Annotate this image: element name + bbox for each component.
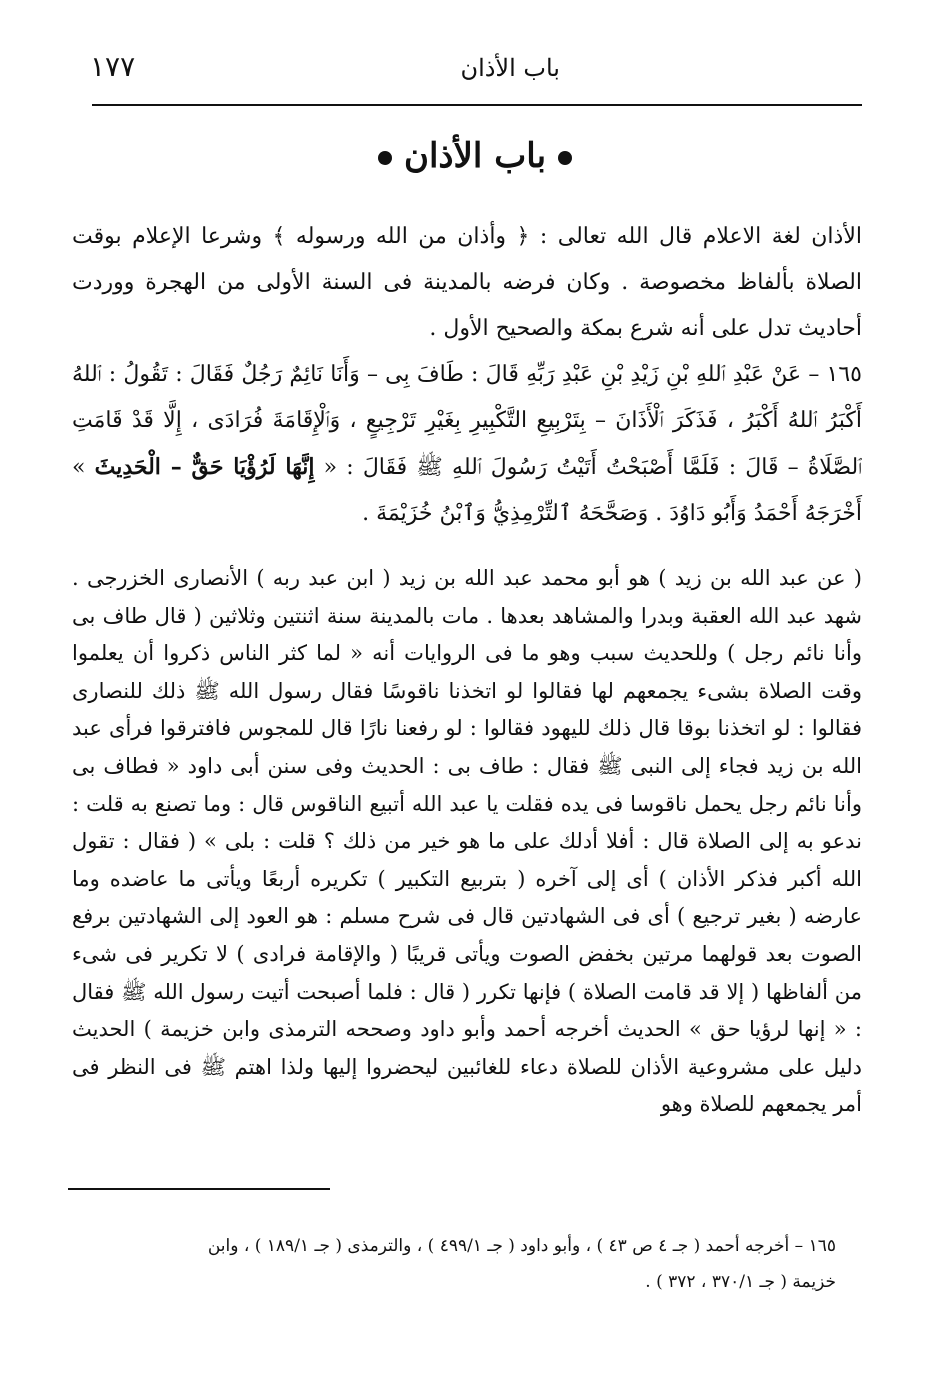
running-head <box>90 50 860 90</box>
chapter-title: باب الأذان <box>403 136 547 176</box>
hadith-text: ١٦٥ – عَنْ عَبْدِ ٱللهِ بْنِ زَيْدِ بْنِ عَبْدِ رَبِّهِ قَالَ : طَافَ بِى – وَأَنَا نَائِمٌ رَجُلٌ فَقَالَ : تَقُولُ : ٱللهُ أَكْبَرُ ٱللهُ أَكْبَرُ ، فَذَكَرَ ٱلْأَذَانَ – بِتَرْبِيعِ التَّكْبِيرِ بِغَيْرِ تَرْجِيعٍ ، وَٱلْإِقَامَةَ فُرَادَى ، إِلَّا قَدْ قَامَتِ ٱلصَّلَاةُ – قَالَ : فَلَمَّا أَصْبَحْتُ أَتَيْتُ رَسُولَ ٱللهِ ﷺ فَقَالَ : « <box>72 362 862 480</box>
hadith-attribution: » أَخْرَجَهُ أَحْمَدُ وَأَبُو دَاوُدَ . وَصَحَّحَهُ ٱلتِّرْمِذِيُّ وَٱبْنُ خُزَيْمَةَ . <box>72 455 862 526</box>
header-rule <box>92 104 862 106</box>
bullet-icon <box>558 151 572 165</box>
running-title: باب الأذان <box>460 54 560 82</box>
commentary-paragraph: ( عن عبد الله بن زيد ) هو أبو محمد عبد الله بن زيد ( ابن عبد ربه ) الأنصارى الخزرجى . شهد عبد الله العقبة وبدرا والمشاهد بعدها . مات بالمدينة سنة اثنتين وثلاثين ( قال طاف بى وأنا نائم رجل ) وللحديث سبب وهو ما فى الروايات أنه « لما كثر الناس ذكروا أن يعلموا وقت الصلاة بشىء يجمعهم لها فقالوا لو اتخذنا ناقوسًا فقال رسول الله ﷺ ذلك للنصارى فقالوا : لو اتخذنا بوقا قال ذلك لليهود فقالوا : لو رفعنا نارًا قال للمجوس فافترقوا فرأى عبد الله بن زيد فجاء إلى النبى ﷺ فقال : طاف بى : الحديث وفى سنن أبى داود « فطاف بى وأنا نائم رجل يحمل ناقوسا فى يده فقلت يا عبد الله أتبيع الناقوس قال : وما تصنع به قلت : ندعو به إلى الصلاة قال : أفلا أدلك على ما هو خير من ذلك ؟ قلت : بلى » ( فقال : تقول الله أكبر فذكر الأذان ) أى إلى آخره ( بتربيع التكبير ) تكريره أربعًا ويأتى ما عاضده وما عارضه ( بغير ترجيع ) أى فى الشهادتين قال فى شرح مسلم : هو العود إلى الشهادتين برفع الصوت بعد قولهما مرتين بخفض الصوت ويأتى قريبًا ( والإقامة فرادى ) لا تكرير فى شىء من ألفاظها ( إلا قد قامت الصلاة ) فإنها تكرر ( قال : فلما أصبحت أتيت رسول الله ﷺ فقال : « إنها لرؤيا حق » الحديث أخرجه أحمد وأبو داود وصححه الترمذى وابن خزيمة ) الحديث دليل على مشروعية الأذان للصلاة دعاء للغائبين ليحضروا إليها ولذا اهتم ﷺ فى النظر فى أمر يجمعهم للصلاة وهو <box>72 566 862 1117</box>
hadith-emphasis: إِنَّهَا لَرُؤْيَا حَقٌّ – الْحَدِيثَ <box>94 454 315 480</box>
hadith-paragraph <box>72 352 862 537</box>
footnote-line: ١٦٥ – أخرجه أحمد ( جـ ٤ ص ٤٣ ) ، وأبو داود ( جـ ٤٩٩/١ ) ، والترمذى ( جـ ١٨٩/١ ) ، وابن <box>207 1236 836 1256</box>
chapter-heading <box>90 136 860 176</box>
footnote-rule <box>68 1188 330 1190</box>
intro-paragraph: الأذان لغة الاعلام قال الله تعالى : ﴿ وأذان من الله ورسوله ﴾ وشرعا الإعلام بوقت الصلاة بألفاظ مخصوصة . وكان فرضه بالمدينة فى السنة الأولى من الهجرة ووردت أحاديث تدل على أنه شرع بمكة والصحيح الأول . <box>72 224 862 341</box>
page-number: ١٧٧ <box>90 50 136 83</box>
footnote <box>66 1228 836 1300</box>
footnote-line: خزيمة ( جـ ٣٧٠/١ ، ٣٧٢ ) . <box>645 1272 836 1292</box>
bullet-icon <box>378 151 392 165</box>
